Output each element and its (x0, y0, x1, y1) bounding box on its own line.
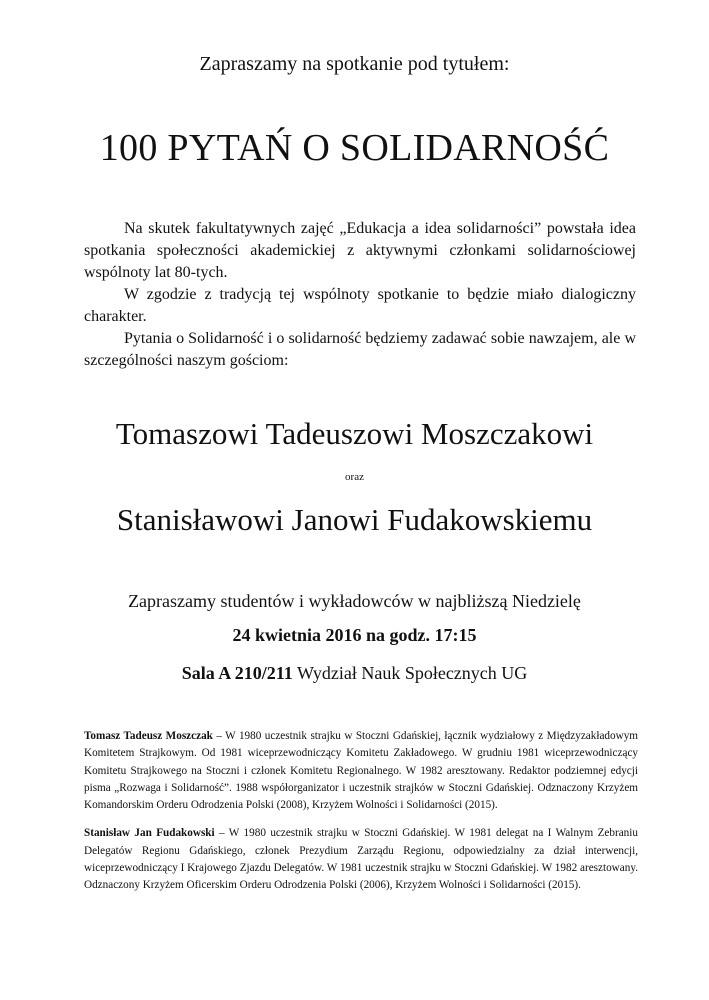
venue-place: Wydział Nauk Społecznych UG (296, 663, 528, 683)
bio-paragraph (84, 825, 638, 894)
event-venue (0, 662, 709, 684)
guest-biographies (84, 728, 638, 906)
guest-name-second: Stanisławowi Janowi Fudakowskiemu (116, 502, 593, 537)
description-body (84, 218, 636, 372)
invitation-line: Zapraszamy studentów i wykładowców w najbliższą Niedzielę (128, 591, 581, 611)
description-paragraph: Na skutek fakultatywnych zajęć „Edukacja a idea solidarności” powstała idea spotkania społeczności akademickiej z aktywnymi członkami solidarnościowej wspólnoty lat 80-tych. (84, 220, 636, 281)
guest-name-first: Tomaszowi Tadeuszowi Moszczakowi (115, 416, 594, 451)
intro-line: Zapraszamy na spotkanie pod tytułem: (199, 53, 510, 75)
bio-paragraph (84, 728, 638, 814)
bio-text: – W 1980 uczestnik strajku w Stoczni Gdańskiej. W 1981 delegat na I Walnym Zebraniu Delegatów Regionu Gdańskiego, członek Prezydium Zarządu Regionu, odpowiedzialny za dział interwencji, wiceprzewodniczący I Krajowego Zjazdu Delegatów. W 1981 uczestnik strajku w Stoczni Gdańskiej. W 1982 aresztowany. Odznaczony Krzyżem Oficerskim Orderu Odrodzenia Polski (2006), Krzyżem Wolności i Solidarności (2015). (84, 827, 638, 892)
description-paragraph: Pytania o Solidarność i o solidarność będziemy zadawać sobie nawzajem, ale w szczególności naszym gościom: (84, 330, 636, 369)
event-date: 24 kwietnia 2016 na godz. 17:15 (232, 625, 477, 645)
bio-name: Tomasz Tadeusz Moszczak (84, 730, 213, 742)
event-title: 100 PYTAŃ O SOLIDARNOŚĆ (99, 127, 610, 169)
description-paragraph: W zgodzie z tradycją tej wspólnoty spotkanie to będzie miało dialogiczny charakter. (84, 286, 636, 325)
venue-room: Sala A 210/211 (181, 663, 293, 683)
bio-name: Stanisław Jan Fudakowski (84, 827, 215, 840)
guest-conjunction: oraz (345, 471, 364, 483)
bio-text: – W 1980 uczestnik strajku w Stoczni Gdańskiej, łącznik wydziałowy z Międzyzakładowym Komitetem Strajkowym. Od 1981 wiceprzewodniczący Komitetu Zakładowego. W grudniu 1981 wiceprzewodniczący Komitetu Strajkowego na Stoczni i członek Komitetu Regionalnego. W 1982 aresztowany. Redaktor podziemnej edycji pisma „Rozwaga i Solidarność”. 1988 współorganizator i uczestnik strajków w Stoczni Gdańskiej. Odznaczony Krzyżem Komandorskim Orderu Odrodzenia Polski (2008), Krzyżem Wolności i Solidarności (2015). (84, 730, 638, 812)
